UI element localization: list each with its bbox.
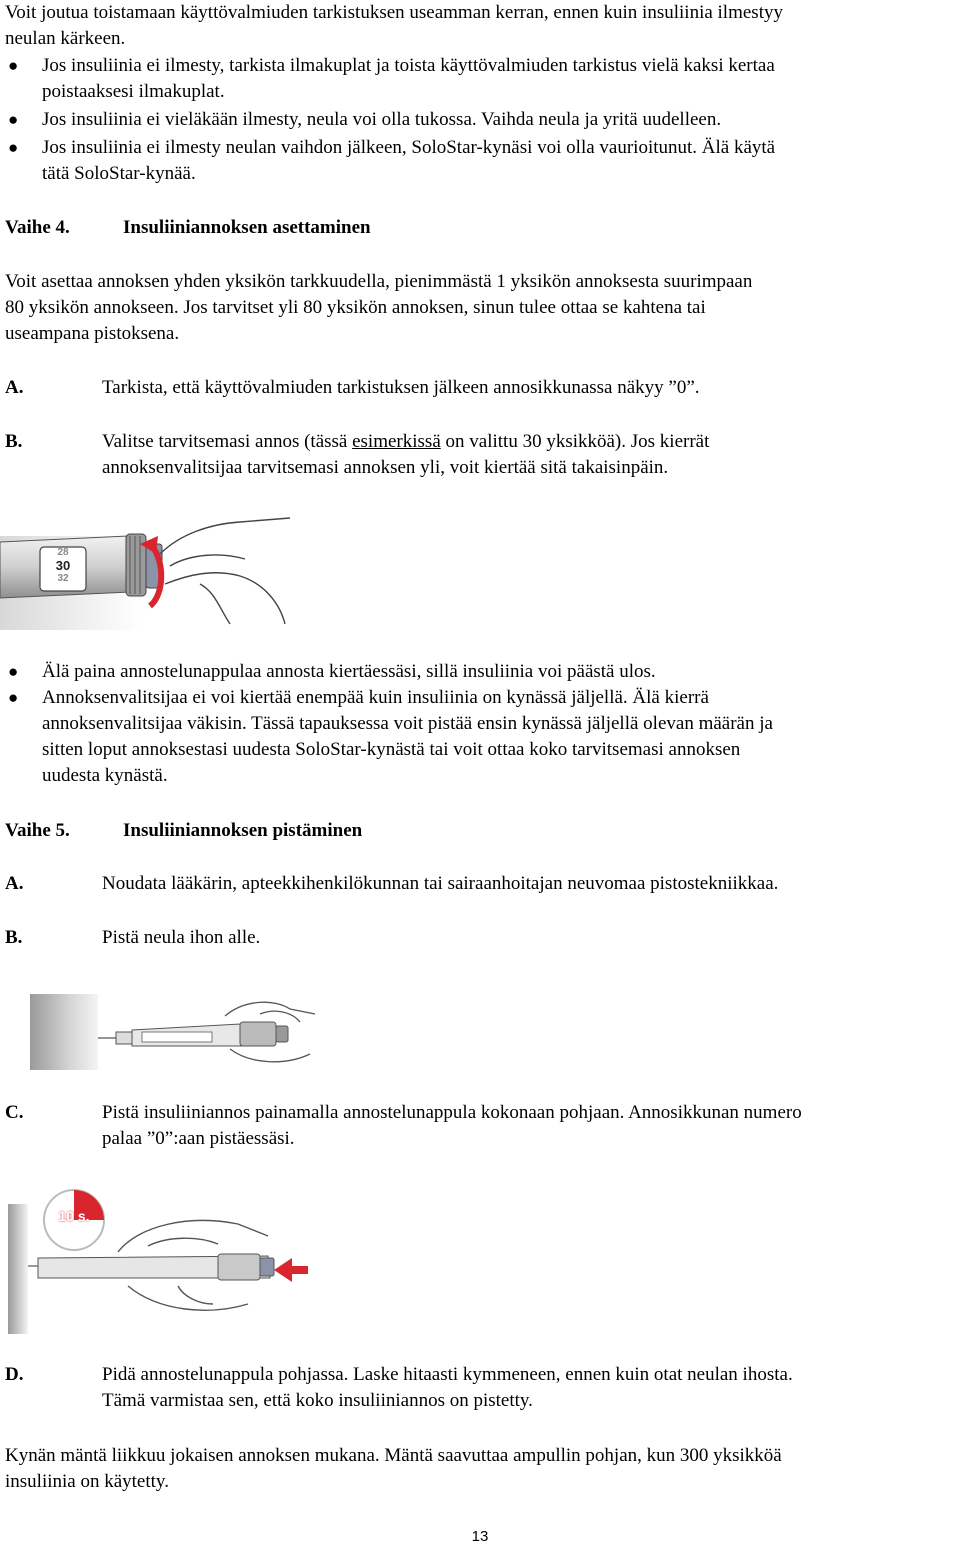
closing-text bbox=[5, 1443, 782, 1495]
step-title: Insuliiniannoksen asettaminen bbox=[123, 217, 371, 238]
bullet-text: sitten loput annoksestasi uudesta SoloStar-kynästä tai voit ottaa koko tarvitsemasi annoksen bbox=[42, 739, 741, 760]
bullet-item bbox=[5, 53, 955, 105]
step5-heading bbox=[5, 818, 362, 844]
timer-label: 10 s. bbox=[58, 1208, 90, 1224]
step-text: Pistä neula ihon alle. bbox=[102, 927, 261, 948]
step4-b bbox=[5, 429, 955, 481]
step4-intro-line: useampana pistoksena. bbox=[5, 323, 180, 344]
closing-line: insuliinia on käytetty. bbox=[5, 1471, 169, 1492]
step4-intro-line: 80 yksikön annokseen. Jos tarvitset yli 80 yksikön annoksen, sinun tulee ottaa se kahtena tai bbox=[5, 297, 706, 318]
step-text: annoksenvalitsijaa tarvitsemasi annoksen yli, voit kiertää sitä takaisinpäin. bbox=[102, 457, 669, 478]
bullet-icon: ● bbox=[8, 688, 19, 707]
bullet-text: Annoksenvalitsijaa ei voi kiertää enempää kuin insuliinia on kynässä jäljellä. Älä kierrä bbox=[42, 687, 709, 708]
needle-insertion-illustration bbox=[30, 994, 320, 1070]
injection-button bbox=[276, 1026, 288, 1042]
cartridge bbox=[142, 1032, 212, 1042]
step-letter: A. bbox=[5, 873, 24, 894]
bullet-icon: ● bbox=[8, 138, 19, 157]
closing-line: Kynän mäntä liikkuu jokaisen annoksen mukana. Mäntä saavuttaa ampullin pohjan, kun 300 yksikköä bbox=[5, 1445, 782, 1466]
needle-hub bbox=[116, 1032, 132, 1044]
step-letter: A. bbox=[5, 377, 24, 398]
bullet-text: annoksenvalitsijaa väkisin. Tässä tapauksessa voit pistää ensin kynässä jäljellä olevan määrän ja bbox=[42, 713, 773, 734]
dose-selector bbox=[218, 1254, 260, 1280]
step5-b bbox=[5, 925, 955, 951]
step5-a bbox=[5, 871, 955, 897]
dose-selector bbox=[240, 1022, 276, 1046]
step-letter: D. bbox=[5, 1364, 24, 1385]
step-text: Pidä annostelunappula pohjassa. Laske hitaasti kymmeneen, ennen kuin otat neulan ihosta. bbox=[102, 1364, 793, 1385]
step-letter: C. bbox=[5, 1102, 24, 1123]
hold-injection-illustration bbox=[8, 1186, 308, 1334]
skin-surface bbox=[8, 1204, 28, 1334]
step-title: Insuliiniannoksen pistäminen bbox=[123, 820, 363, 841]
intro-line: Voit joutua toistamaan käyttövalmiuden tarkistuksen useamman kerran, ennen kuin insuliinia ilmestyy bbox=[5, 2, 783, 23]
step-text: Tarkista, että käyttövalmiuden tarkistuksen jälkeen annosikkunassa näkyy ”0”. bbox=[102, 377, 700, 398]
step-letter: B. bbox=[5, 431, 23, 452]
hand-outline bbox=[160, 518, 290, 624]
step4-intro-line: Voit asettaa annoksen yhden yksikön tarkkuudella, pienimmästä 1 yksikön annoksesta suurimpaan bbox=[5, 271, 753, 292]
step-text: palaa ”0”:aan pistäessäsi. bbox=[102, 1128, 295, 1149]
step-letter: B. bbox=[5, 927, 23, 948]
step4-a bbox=[5, 375, 955, 401]
bullet-item bbox=[5, 659, 955, 685]
bullet-text: Jos insuliinia ei ilmesty neulan vaihdon jälkeen, SoloStar-kynäsi voi olla vaurioitunut. Älä käytä bbox=[42, 137, 776, 158]
intro-line: neulan kärkeen. bbox=[5, 28, 126, 49]
intro-text bbox=[5, 0, 783, 52]
skin-surface bbox=[30, 994, 98, 1070]
bullet-icon: ● bbox=[8, 662, 19, 681]
bullet-icon: ● bbox=[8, 56, 19, 75]
step4-intro bbox=[5, 269, 752, 347]
bullet-text: uudesta kynästä. bbox=[42, 765, 168, 786]
dose-window-number: 28 bbox=[57, 547, 69, 558]
step5-c bbox=[5, 1100, 960, 1152]
bullet-text: Jos insuliinia ei ilmesty, tarkista ilmakuplat ja toista käyttövalmiuden tarkistus vielä kaksi kertaa bbox=[42, 55, 775, 76]
step-text: on valittu 30 yksikköä). Jos kierrät bbox=[440, 431, 710, 452]
dose-dial-illustration bbox=[0, 514, 290, 630]
bullet-text: Älä paina annostelunappulaa annosta kiertäessäsi, sillä insuliinia voi päästä ulos. bbox=[42, 661, 656, 682]
step-number: Vaihe 4. bbox=[5, 217, 70, 238]
injection-button bbox=[260, 1258, 274, 1276]
dose-window-number: 32 bbox=[57, 573, 69, 584]
example-link[interactable]: esimerkissä bbox=[352, 431, 441, 452]
bullet-item bbox=[5, 107, 955, 133]
step-text: Valitse tarvitsemasi annos (tässä bbox=[102, 431, 353, 452]
step-text: Noudata lääkärin, apteekkihenkilökunnan tai sairaanhoitajan neuvomaa pistostekniikkaa. bbox=[102, 873, 779, 894]
step-text: Pistä insuliiniannos painamalla annostelunappula kokonaan pohjaan. Annosikkunan numero bbox=[102, 1102, 802, 1123]
bullet-text: Jos insuliinia ei vieläkään ilmesty, neula voi olla tukossa. Vaihda neula ja yritä uudelleen. bbox=[42, 109, 722, 130]
page-number: 13 bbox=[471, 1528, 489, 1545]
bullet-text: tätä SoloStar-kynää. bbox=[42, 163, 196, 184]
step5-d bbox=[5, 1362, 960, 1414]
dose-window-number: 30 bbox=[55, 558, 71, 573]
push-arrow-head-icon bbox=[274, 1258, 292, 1282]
pen-dial-svg bbox=[0, 514, 290, 630]
bullet-item bbox=[5, 135, 955, 187]
step4-heading bbox=[5, 215, 371, 241]
bullet-icon: ● bbox=[8, 110, 19, 129]
step-number: Vaihe 5. bbox=[5, 820, 70, 841]
step-text: Tämä varmistaa sen, että koko insuliiniannos on pistetty. bbox=[102, 1390, 533, 1411]
bullet-item bbox=[5, 685, 955, 789]
bullet-text: poistaaksesi ilmakuplat. bbox=[42, 81, 225, 102]
